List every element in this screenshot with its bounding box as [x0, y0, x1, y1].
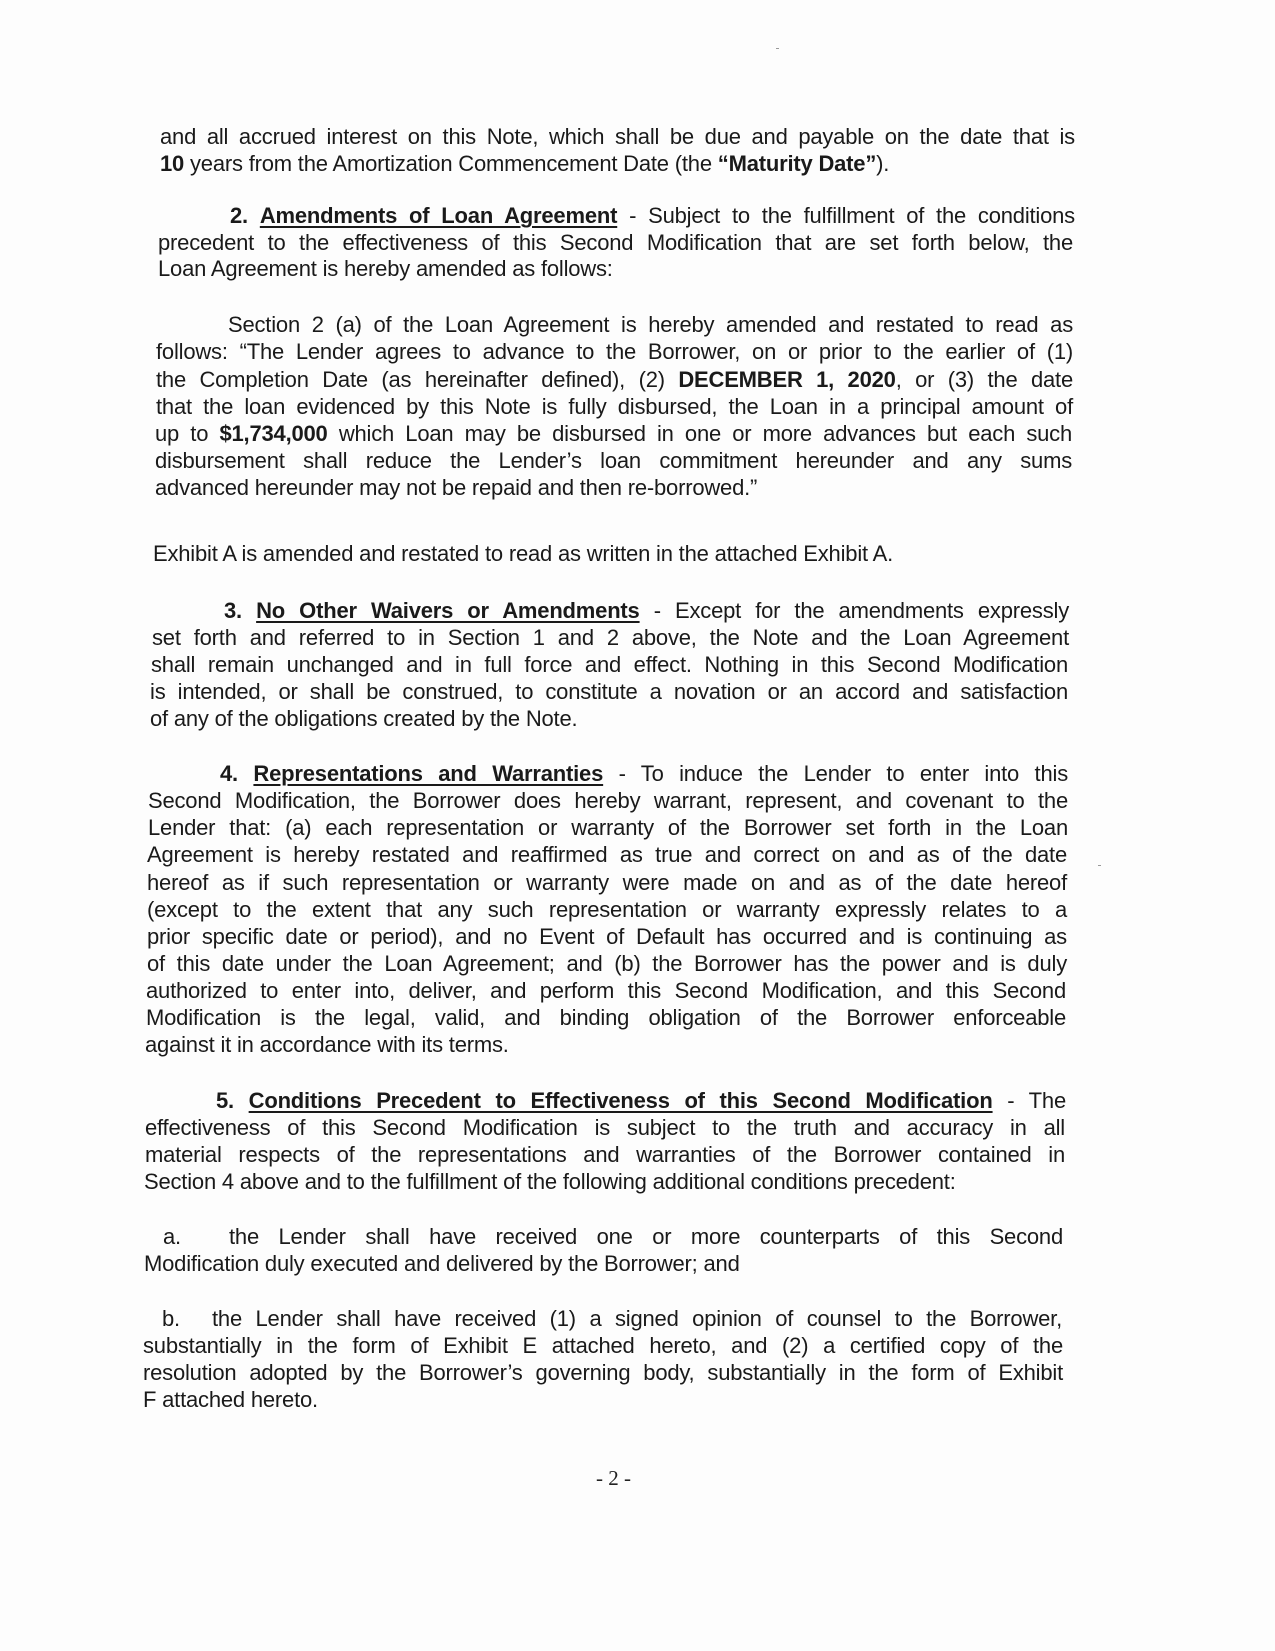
section-5-heading-line — [216, 1088, 1066, 1114]
subsection-2a-line: follows: “The Lender agrees to advance to the Borrower, on or prior to the earlier of (1) — [156, 339, 1073, 364]
subsection-2a-line: advanced hereunder may not be repaid and then re-borrowed.” — [155, 475, 758, 500]
text: which Loan may be disbursed in one or more advances but each such — [327, 421, 1073, 446]
section-4-line: (except to the extent that any such representation or warranty expressly relates to a — [147, 897, 1067, 922]
section-3-heading: No Other Waivers or Amendments — [256, 598, 640, 623]
section-4-line: authorized to enter into, deliver, and perform this Second Modification, and this Second — [146, 978, 1066, 1003]
section-4-line: Second Modification, the Borrower does hereby warrant, represent, and covenant to the — [148, 788, 1068, 813]
condition-b-line — [162, 1306, 1062, 1332]
section-4-line: of this date under the Loan Agreement; and (b) the Borrower has the power and is duly — [147, 951, 1067, 976]
section-4-line: against it in accordance with its terms. — [145, 1032, 509, 1057]
intro-end: ). — [876, 151, 890, 176]
condition-a-text: the Lender shall have received one or more counterparts of this Second — [229, 1224, 1063, 1249]
section-4-line: hereof as if such representation or warranty were made on and as of the date hereof — [147, 870, 1067, 895]
text: , or (3) the date — [895, 367, 1073, 392]
subsection-2a-line — [155, 421, 1072, 447]
section-3-line: is intended, or shall be construed, to constitute a novation or an accord and satisfaction — [150, 679, 1068, 704]
section-2-line: Loan Agreement is hereby amended as follows: — [158, 256, 613, 281]
condition-b-text: the Lender shall have received (1) a signed opinion of counsel to the Borrower, — [212, 1306, 1062, 1331]
exhibit-a-note: Exhibit A is amended and restated to read as written in the attached Exhibit A. — [153, 541, 893, 566]
intro-line-2 — [160, 151, 960, 177]
section-5-number: 5. — [216, 1088, 234, 1113]
section-3-line: of any of the obligations created by the Note. — [150, 706, 578, 731]
scan-speck — [776, 48, 779, 49]
section-3-line: set forth and referred to in Section 1 and 2 above, the Note and the Loan Agreement — [152, 625, 1069, 650]
condition-b-marker: b. — [162, 1306, 180, 1331]
section-5-line: Section 4 above and to the fulfillment of the following additional conditions precedent: — [144, 1169, 956, 1194]
condition-b-line: resolution adopted by the Borrower’s governing body, substantially in the form of Exhibit — [143, 1360, 1063, 1385]
section-4-line: Lender that: (a) each representation or warranty of the Borrower set forth in the Loan — [148, 815, 1068, 840]
section-3-text: - Except for the amendments expressly — [639, 598, 1069, 623]
section-4-line: prior specific date or period), and no Event of Default has occurred and is continuing as — [147, 924, 1067, 949]
section-4-heading: Representations and Warranties — [253, 761, 604, 786]
section-4-line: Agreement is hereby restated and reaffirmed as true and correct on and as of the date — [147, 842, 1067, 867]
text: up to — [155, 421, 220, 446]
subsection-2a-line: disbursement shall reduce the Lender’s loan commitment hereunder and any sums — [155, 448, 1072, 473]
section-4-text: - To induce the Lender to enter into this — [603, 761, 1068, 786]
section-3-number: 3. — [224, 598, 242, 623]
section-2-line: precedent to the effectiveness of this Second Modification that are set forth below, the — [158, 230, 1073, 255]
page-number: - 2 - — [596, 1466, 631, 1490]
condition-a-line: Modification duly executed and delivered by the Borrower; and — [144, 1251, 740, 1276]
subsection-2a-line — [156, 367, 1073, 393]
condition-a-line — [163, 1224, 1063, 1250]
section-4-line: Modification is the legal, valid, and binding obligation of the Borrower enforceable — [146, 1005, 1066, 1030]
section-2-number: 2. — [230, 203, 248, 228]
section-2-heading: Amendments of Loan Agreement — [259, 203, 618, 228]
maturity-years: 10 — [160, 151, 185, 176]
text: the Completion Date (as hereinafter defined), (2) — [156, 367, 679, 392]
maturity-date-term: “Maturity Date” — [717, 151, 877, 176]
subsection-2a-line: Section 2 (a) of the Loan Agreement is hereby amended and restated to read as — [228, 312, 1073, 337]
section-5-line: material respects of the representations and warranties of the Borrower contained in — [145, 1142, 1065, 1167]
section-5-heading: Conditions Precedent to Effectiveness of this Second Modification — [248, 1088, 993, 1113]
section-4-number: 4. — [220, 761, 238, 786]
section-2-heading-line — [230, 203, 1075, 229]
section-5-text: - The — [992, 1088, 1066, 1113]
section-4-heading-line — [220, 761, 1068, 787]
advance-deadline-date: DECEMBER 1, 2020 — [678, 367, 896, 392]
section-3-line: shall remain unchanged and in full force and effect. Nothing in this Second Modification — [151, 652, 1068, 677]
section-3-heading-line — [224, 598, 1069, 624]
condition-a-marker: a. — [163, 1224, 181, 1249]
subsection-2a-line: that the loan evidenced by this Note is fully disbursed, the Loan in a principal amount of — [156, 394, 1073, 419]
condition-b-line: F attached hereto. — [143, 1387, 318, 1412]
scan-speck — [1098, 865, 1101, 866]
section-5-line: effectiveness of this Second Modification is subject to the truth and accuracy in all — [145, 1115, 1065, 1140]
loan-principal-amount: $1,734,000 — [219, 421, 328, 446]
section-2-text: - Subject to the fulfillment of the conditions — [617, 203, 1075, 228]
intro-text: years from the Amortization Commencement Date (the — [184, 151, 718, 176]
intro-line-1: and all accrued interest on this Note, which shall be due and payable on the date that is — [160, 124, 1075, 149]
condition-b-line: substantially in the form of Exhibit E attached hereto, and (2) a certified copy of the — [143, 1333, 1063, 1358]
